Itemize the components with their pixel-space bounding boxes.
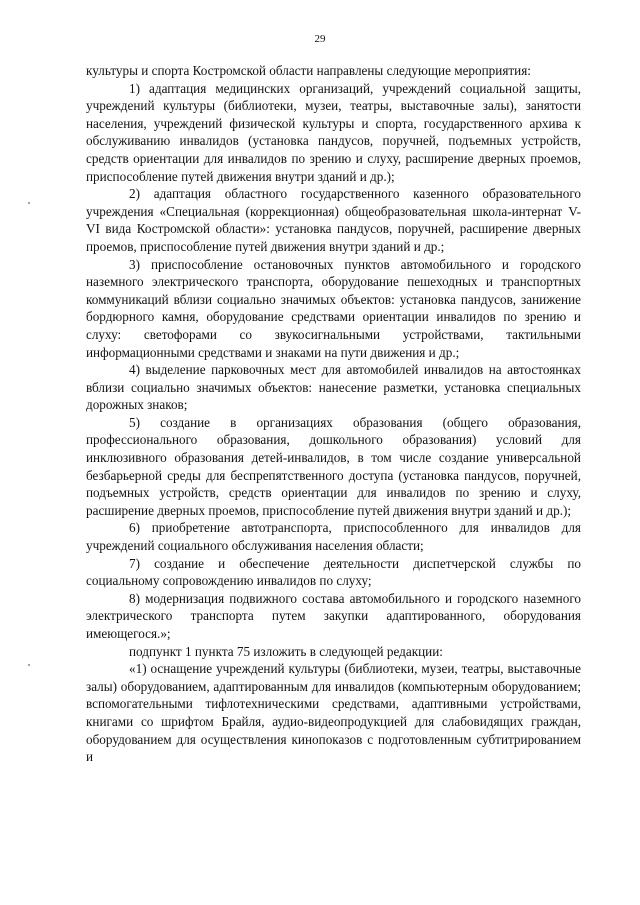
paragraph-item-6: 6) приобретение автотранспорта, приспособленного для инвалидов для учреждений социального обслуживания населения области; bbox=[86, 520, 581, 554]
scan-speck bbox=[28, 202, 30, 204]
page-number: 29 bbox=[314, 33, 326, 45]
paragraph-item-7: 7) создание и обеспечение деятельности диспетчерской службы по социальному сопровождению инвалидов по слуху; bbox=[86, 555, 581, 589]
paragraph-item-1: 1) адаптация медицинских организаций, учреждений социальной защиты, учреждений культуры (библиотеки, музеи, театры, выставочные залы), занятости населения, учреждений физической культуры и спорта, государственного архива к обслуживанию инвалидов (установка пандусов, поручней, подъемных устройств, средств ориентации для инвалидов по зрению и слуху, расширение дверных проемов, приспособление путей движения внутри зданий и др.); bbox=[86, 80, 581, 184]
paragraph-amendment-intro: подпункт 1 пункта 75 изложить в следующей редакции: bbox=[129, 643, 443, 659]
paragraph-item-3: 3) приспособление остановочных пунктов автомобильного и городского наземного электрического транспорта, оборудование пешеходных и транспортных коммуникаций вблизи социально значимых объектов: установка пандусов, занижение бордюрного камня, оборудование средствами ориентации инвалидов по зрению и слуху: светофорами со звукосигнальными устройствами, тактильными информационными средствами и знаками на пути движения и др.; bbox=[86, 256, 581, 360]
paragraph-amendment-text: «1) оснащение учреждений культуры (библиотеки, музеи, театры, выставочные залы) оборудованием, адаптированным для инвалидов (компьютерным оборудованием; вспомогательными тифлотехническими средствами, адаптивными устройствами, книгами со шрифтом Брайля, аудио-видеопродукцией для слабовидящих граждан, оборудованием для осуществления кинопоказов с подготовленным субтитрированием и bbox=[86, 661, 581, 765]
paragraph-intro: культуры и спорта Костромской области направлены следующие мероприятия: bbox=[86, 63, 531, 78]
paragraph-item-5: 5) создание в организациях образования (общего образования, профессионального образования, дошкольного образования) условий для инклюзивного образования детей-инвалидов, в том числе создание универсальной безбарьерной среды для беспрепятственного доступа (установка пандусов, поручней, подъемных устройств, средств ориентации для инвалидов по зрению и слуху, расширение дверных проемов, приспособление путей движения внутри зданий и др.); bbox=[86, 414, 581, 518]
scan-speck bbox=[28, 664, 30, 666]
paragraph-item-4: 4) выделение парковочных мест для автомобилей инвалидов на автостоянках вблизи социально значимых объектов: нанесение разметки, установка специальных дорожных знаков; bbox=[86, 362, 581, 413]
document-body bbox=[86, 62, 581, 766]
paragraph-item-2: 2) адаптация областного государственного казенного образовательного учреждения «Специальная (коррекционная) общеобразовательная школа-интернат V-VI вида Костромской области»: установка пандусов, поручней, расширение дверных проемов, приспособление путей движения внутри зданий и др.; bbox=[86, 186, 581, 254]
paragraph-item-8: 8) модернизация подвижного состава автомобильного и городского наземного электрического транспорта путем закупки адаптированного, оборудования имеющегося.»; bbox=[86, 590, 581, 641]
